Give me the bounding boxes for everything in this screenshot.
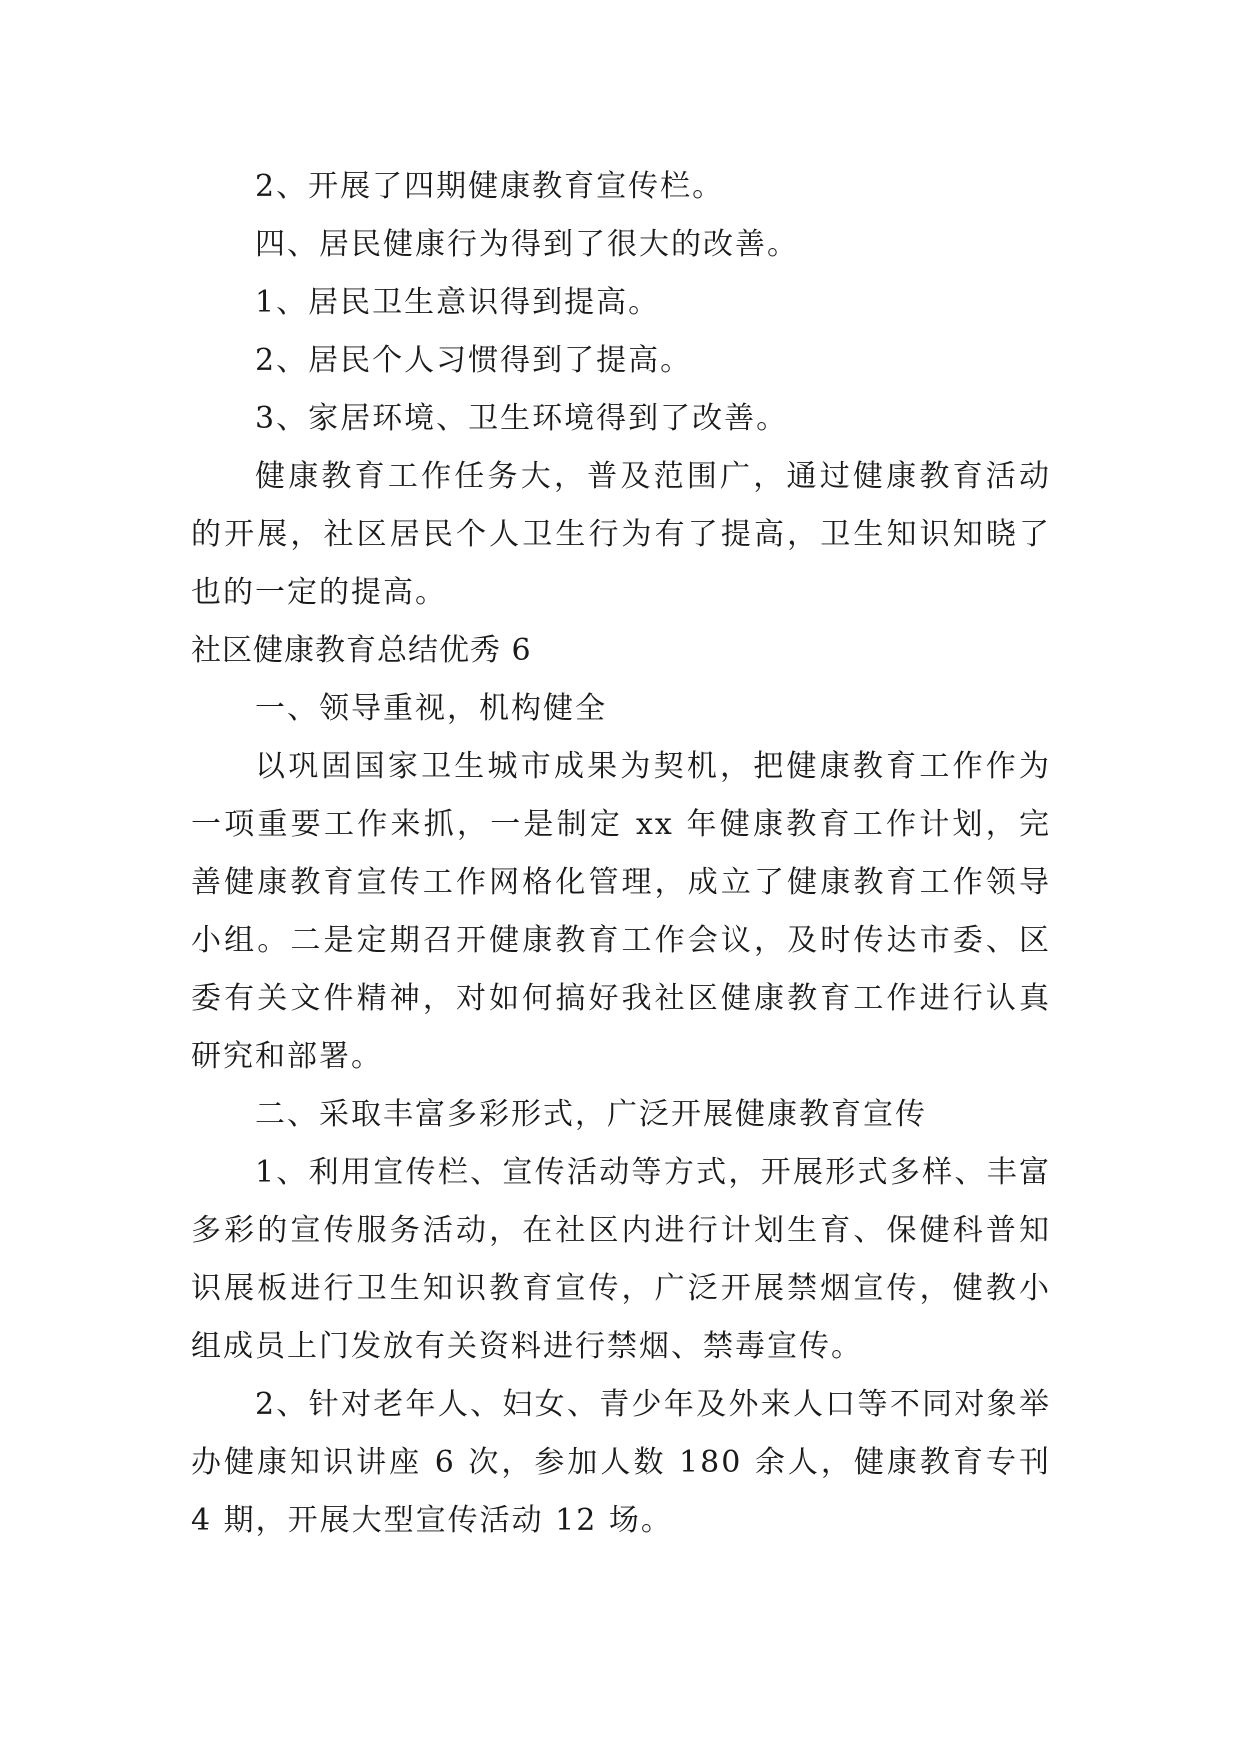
paragraph-10: 二、采取丰富多彩形式，广泛开展健康教育宣传 [255, 1097, 927, 1132]
paragraph-1: 2、开展了四期健康教育宣传栏。 [255, 169, 725, 204]
paragraph-5: 3、家居环境、卫生环境得到了改善。 [255, 401, 789, 436]
paragraph-11: 1、利用宣传栏、宣传活动等方式，开展形式多样、丰富多彩的宣传服务活动，在社区内进行计划生育、保健科普知识展板进行卫生知识教育宣传，广泛开展禁烟宣传，健教小组成员上门发放有关资料进行禁烟、禁毒宣传。 [191, 1155, 1051, 1364]
paragraph-2: 四、居民健康行为得到了很大的改善。 [255, 227, 799, 262]
paragraph-8: 一、领导重视，机构健全 [255, 691, 607, 726]
paragraph-3: 1、居民卫生意识得到提高。 [255, 285, 661, 320]
paragraph-6: 健康教育工作任务大，普及范围广，通过健康教育活动的开展，社区居民个人卫生行为有了提高，卫生知识知晓了也的一定的提高。 [191, 459, 1051, 610]
document-body [191, 158, 1051, 1550]
paragraph-9: 以巩固国家卫生城市成果为契机，把健康教育工作作为一项重要工作来抓，一是制定 xx 年健康教育工作计划，完善健康教育宣传工作网格化管理，成立了健康教育工作领导小组。二是定期召开健康教育工作会议，及时传达市委、区委有关文件精神，对如何搞好我社区健康教育工作进行认真研究和部署。 [191, 749, 1051, 1074]
paragraph-4: 2、居民个人习惯得到了提高。 [255, 343, 693, 378]
section-heading: 社区健康教育总结优秀 6 [191, 633, 532, 668]
paragraph-12: 2、针对老年人、妇女、青少年及外来人口等不同对象举办健康知识讲座 6 次，参加人数 180 余人，健康教育专刊 4 期，开展大型宣传活动 12 场。 [191, 1387, 1051, 1538]
